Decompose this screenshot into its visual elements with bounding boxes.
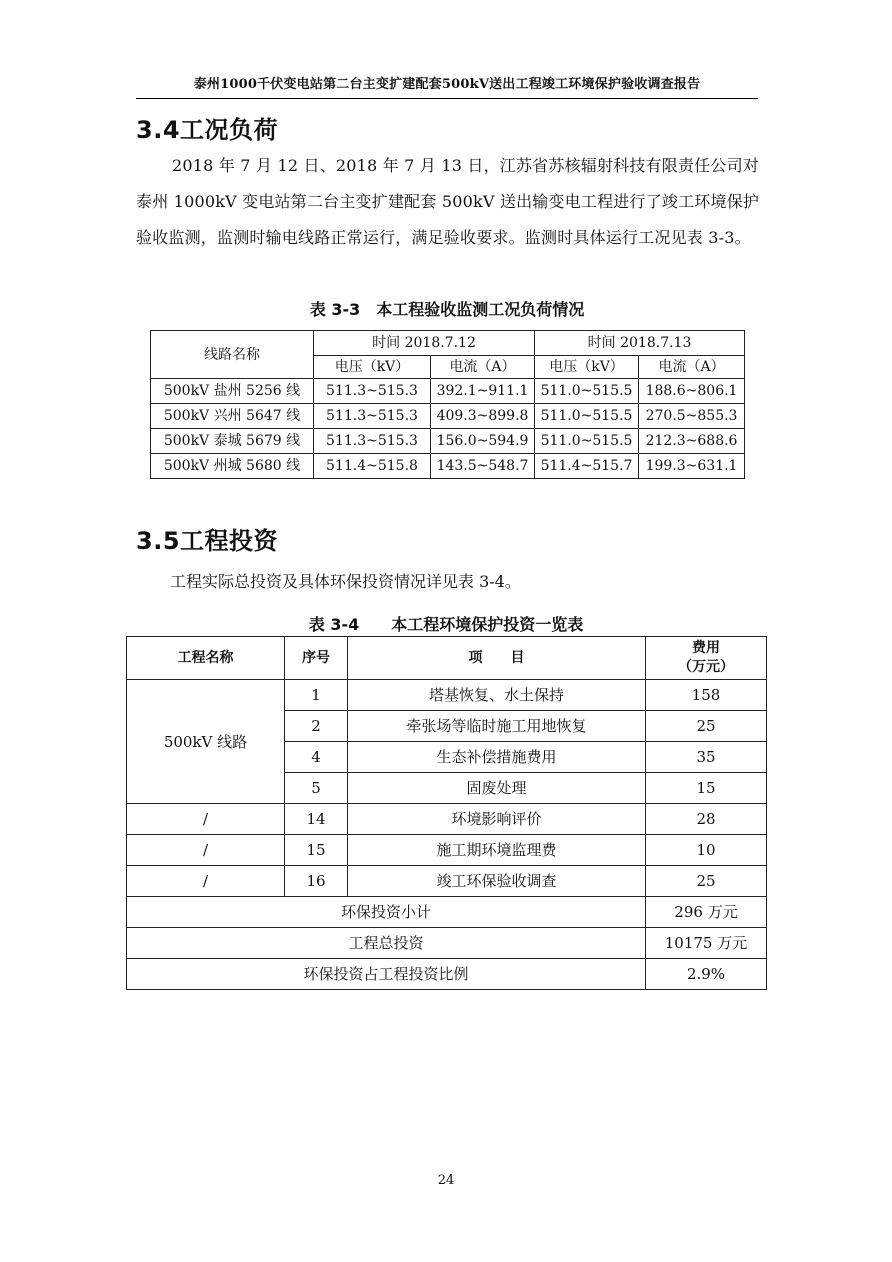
column-header-project-name: 工程名称: [127, 637, 285, 680]
table-row: [151, 379, 745, 404]
summary-row: [127, 897, 767, 928]
column-header-current-1: 电流（A）: [431, 356, 535, 379]
table-row: [127, 866, 767, 897]
project-name-value: /: [127, 835, 285, 866]
item-value: 生态补偿措施费用: [348, 742, 646, 773]
column-header-voltage-1: 电压（kV）: [314, 356, 431, 379]
current-value: 212.3~688.6: [639, 429, 745, 454]
cost-value: 158: [646, 680, 767, 711]
section-3-5-paragraph: 工程实际总投资及具体环保投资情况详见表 3-4。: [170, 572, 521, 591]
table-row: [151, 454, 745, 479]
cost-value: 10: [646, 835, 767, 866]
voltage-value: 511.3~515.3: [314, 379, 431, 404]
current-value: 199.3~631.1: [639, 454, 745, 479]
seq-value: 5: [285, 773, 348, 804]
line-name: 500kV 州城 5680 线: [151, 454, 314, 479]
column-header-seq: 序号: [285, 637, 348, 680]
item-value: 施工期环境监理费: [348, 835, 646, 866]
table-3-4-caption: 表 3-4 本工程环境保护投资一览表: [308, 615, 584, 634]
item-value: 环境影响评价: [348, 804, 646, 835]
seq-value: 15: [285, 835, 348, 866]
seq-value: 2: [285, 711, 348, 742]
line-name: 500kV 盐州 5256 线: [151, 379, 314, 404]
voltage-value: 511.0~515.5: [535, 429, 639, 454]
page-number: 24: [437, 1173, 455, 1188]
voltage-value: 511.3~515.3: [314, 429, 431, 454]
section-3-5-title: 3.5工程投资: [136, 527, 279, 555]
column-header-current-2: 电流（A）: [639, 356, 745, 379]
cost-value: 15: [646, 773, 767, 804]
section-3-4-title: 3.4工况负荷: [136, 116, 279, 144]
item-value: 塔基恢复、水土保持: [348, 680, 646, 711]
voltage-value: 511.0~515.5: [535, 379, 639, 404]
column-header-voltage-2: 电压（kV）: [535, 356, 639, 379]
current-value: 392.1~911.1: [431, 379, 535, 404]
table-3-3: [150, 330, 745, 479]
item-value: 固废处理: [348, 773, 646, 804]
current-value: 409.3~899.8: [431, 404, 535, 429]
table-3-4: [126, 636, 767, 990]
table-row: [151, 404, 745, 429]
voltage-value: 511.3~515.3: [314, 404, 431, 429]
project-name-value: /: [127, 804, 285, 835]
page-header: 泰州1000千伏变电站第二台主变扩建配套500kV送出工程竣工环境保护验收调查报告: [136, 72, 758, 99]
column-header-line-name: 线路名称: [151, 331, 314, 379]
line-name: 500kV 兴州 5647 线: [151, 404, 314, 429]
cost-value: 25: [646, 866, 767, 897]
seq-value: 1: [285, 680, 348, 711]
cost-value: 25: [646, 711, 767, 742]
item-value: 竣工环保验收调查: [348, 866, 646, 897]
column-header-date-1: 时间 2018.7.12: [314, 331, 535, 356]
group-name-500kv-line: 500kV 线路: [127, 680, 285, 804]
project-name-value: /: [127, 866, 285, 897]
summary-value: 2.9%: [646, 959, 767, 990]
voltage-value: 511.4~515.7: [535, 454, 639, 479]
seq-value: 14: [285, 804, 348, 835]
voltage-value: 511.0~515.5: [535, 404, 639, 429]
table-row: [127, 804, 767, 835]
table-row: [127, 835, 767, 866]
summary-label: 工程总投资: [127, 928, 646, 959]
summary-row: [127, 928, 767, 959]
summary-value: 296 万元: [646, 897, 767, 928]
table-row: [151, 429, 745, 454]
column-header-cost: [646, 637, 767, 680]
summary-value: 10175 万元: [646, 928, 767, 959]
voltage-value: 511.4~515.8: [314, 454, 431, 479]
table-3-3-caption: 表 3-3 本工程验收监测工况负荷情况: [309, 300, 585, 319]
cost-header-line-2: （万元）: [678, 659, 734, 675]
current-value: 270.5~855.3: [639, 404, 745, 429]
item-value: 牵张场等临时施工用地恢复: [348, 711, 646, 742]
cost-value: 28: [646, 804, 767, 835]
current-value: 143.5~548.7: [431, 454, 535, 479]
summary-label: 环保投资小计: [127, 897, 646, 928]
current-value: 188.6~806.1: [639, 379, 745, 404]
summary-label: 环保投资占工程投资比例: [127, 959, 646, 990]
column-header-item: 项 目: [348, 637, 646, 680]
column-header-date-2: 时间 2018.7.13: [535, 331, 745, 356]
cost-header-line-1: 费用: [692, 640, 720, 656]
section-3-4-paragraph: 2018 年 7 月 12 日、2018 年 7 月 13 日，江苏省苏核辐射科技有限责任公司对泰州 1000kV 变电站第二台主变扩建配套 500kV 送出输变电工程进行了竣工环境保护验收监测，监测时输电线路正常运行，满足验收要求。监测时具体运行工况见表 3-3。: [136, 156, 760, 247]
table-row: [127, 680, 767, 711]
seq-value: 4: [285, 742, 348, 773]
line-name: 500kV 泰城 5679 线: [151, 429, 314, 454]
summary-row: [127, 959, 767, 990]
cost-value: 35: [646, 742, 767, 773]
seq-value: 16: [285, 866, 348, 897]
current-value: 156.0~594.9: [431, 429, 535, 454]
